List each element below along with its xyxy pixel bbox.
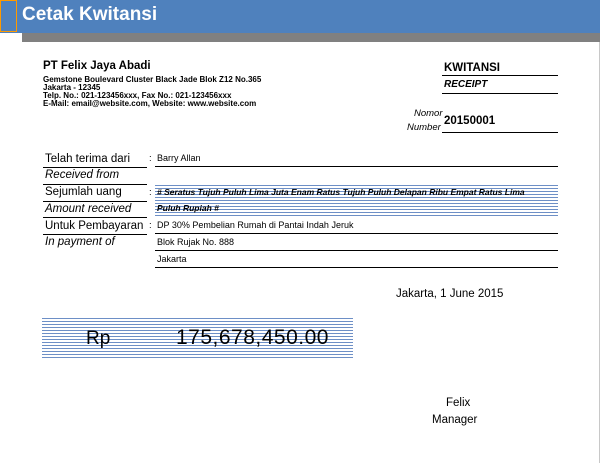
amount-label: Sejumlah uang: [45, 186, 122, 198]
amount-colon: :: [149, 187, 152, 198]
place-date[interactable]: Jakarta, 1 June 2015: [396, 288, 504, 300]
number-label-en: Number: [407, 122, 441, 133]
payment-line3[interactable]: Jakarta: [157, 254, 187, 264]
amount-value[interactable]: 175,678,450.00: [176, 326, 329, 349]
payment-line1-underline: [155, 233, 558, 234]
signer-title[interactable]: Manager: [432, 414, 478, 426]
payment-label: Untuk Pembayaran: [45, 220, 144, 232]
received-from-underline: [155, 166, 558, 167]
received-from-en-underline: [43, 184, 147, 185]
received-from-value[interactable]: Barry Allan: [157, 153, 201, 163]
number-label: Nomor: [414, 108, 443, 119]
signer-name[interactable]: Felix: [446, 397, 471, 409]
company-contact: E-Mail: email@website.com, Website: www.website.com: [43, 99, 257, 108]
received-from-label-underline: [43, 167, 147, 168]
company-address: Gemstone Boulevard Cluster Black Jade Blok Z12 No.365: [43, 75, 262, 84]
received-from-colon: :: [149, 153, 152, 164]
number-underline: [442, 132, 558, 133]
payment-colon: :: [149, 220, 152, 231]
header-band: [0, 33, 600, 42]
amount-label-underline: [43, 201, 147, 202]
received-from-label: Telah terima dari: [45, 153, 131, 165]
amount-label-en: Amount received: [45, 203, 132, 215]
payment-label-underline: [43, 234, 147, 235]
selected-cell[interactable]: [0, 0, 17, 32]
company-name: PT Felix Jaya Abadi: [43, 60, 151, 72]
payment-line2[interactable]: Blok Rujak No. 888: [157, 237, 235, 247]
amount-words-line2[interactable]: Puluh Rupiah #: [157, 203, 219, 213]
payment-line1[interactable]: DP 30% Pembelian Rumah di Pantai Indah Jeruk: [157, 220, 354, 230]
receipt-number[interactable]: 20150001: [444, 115, 496, 127]
company-phone: Telp. No.: 021-123456xxx, Fax No.: 021-123456xxx: [43, 91, 232, 100]
subtitle-underline: [442, 93, 558, 94]
company-city: Jakarta - 12345: [43, 83, 101, 92]
title-bar: [0, 0, 600, 33]
receipt-subtitle: RECEIPT: [444, 79, 488, 90]
header-band-gap: [0, 33, 22, 42]
payment-label-en: In payment of: [45, 236, 115, 248]
received-from-label-en: Received from: [45, 169, 120, 181]
amount-words-line1[interactable]: # Seratus Tujuh Puluh Lima Juta Enam Ratus Tujuh Puluh Delapan Ribu Empat Ratus Lima: [157, 187, 525, 197]
payment-line3-underline: [155, 267, 558, 268]
payment-line2-underline: [155, 250, 558, 251]
receipt-title: KWITANSI: [444, 62, 501, 74]
currency-label: Rp: [86, 328, 111, 349]
window-title: Cetak Kwitansi: [22, 4, 158, 25]
title-underline: [442, 75, 558, 76]
amount-en-underline: [43, 217, 147, 218]
